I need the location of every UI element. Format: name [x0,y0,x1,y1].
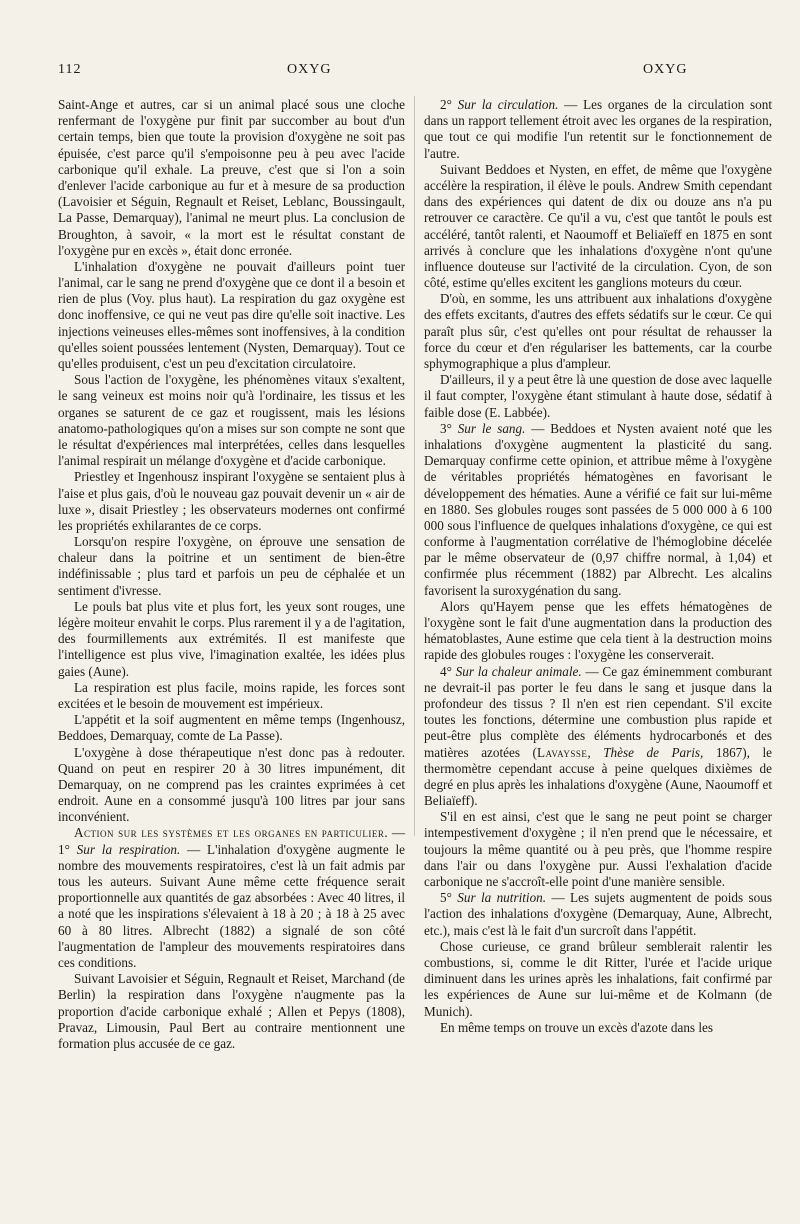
paragraph-text: — Ce gaz éminemment comburant ne devrait-il pas porter le feu dans le sang et jusque dans la profondeur des tissus ? Il n'en est rien cependant. S'il excite toutes les fonctions, détermine une combustion plus rapide et peut-être plus complète des éléments hydrocarbonés et des matières azotées ( [424,663,772,760]
paragraph: L'inhalation d'oxygène ne pouvait d'ailleurs point tuer l'animal, car le sang ne prend d'oxygène que ce dont il a besoin et rien de plus (Voy. plus haut). La respiration du gaz oxygène est donc inoffensive, ce qui ne veut pas dire qu'elle soit inactive. Les injections veineuses elles-mêmes sont inoffensives, à la condition qu'elles soient poussées lentement (Nysten, Demarquay). Tout ce qu'elles produisent, c'est un peu d'excitation circulatoire. [58,258,405,371]
section-paragraph [424,890,772,939]
header-title-left: OXYG [287,62,332,77]
paragraph: Lorsqu'on respire l'oxygène, on éprouve une sensation de chaleur dans la poitrine et un sentiment de bien-être indéfinissable ; plus tard et parfois un peu de céphalée et un sentiment d'ivresse. [58,534,405,598]
item-number: 3° [440,420,458,436]
paragraph: Sous l'action de l'oxygène, les phénomènes vitaux s'exaltent, le sang veineux est moins noir qu'à l'ordinaire, les tissus et les organes se saturent de ce gaz et rougissent, mais les lésions anatomo-pathologiques qu'on a mises sur son compte ne sont que le résultat d'expériences mal interprétées, celles dans lesquelles l'animal respirait un mélange d'oxygène et d'acide carbonique. [58,372,405,469]
page-number: 112 [58,62,82,77]
section-separator: — 1° [58,825,405,857]
paragraph: S'il en est ainsi, c'est que le sang ne peut point se charger intempestivement d'oxygène ; il n'en prend que le nécessaire, et toujours la même quantité ou à peu près, que l'homme respire dans l'air ou dans l'oxygène pur. Aussi l'exhalation d'acide carbonique ne s'accroît-elle point d'une manière sensible. [424,809,772,889]
paragraph: L'oxygène à dose thérapeutique n'est donc pas à redouter. Quand on peut en respirer 20 à 30 litres impunément, dit Demarquay, on ne comprend pas les craintes exprimées à cet endroit. Aune en a consommé jusqu'à 100 litres par jour sans inconvénient. [58,744,405,825]
section-paragraph [424,421,772,599]
subsection-title: Sur la circulation. [457,97,559,112]
paragraph-text: — Les organes de la circulation sont dans un rapport tellement étroit avec les organes de la respiration, que tout ce qui modifie l'un retentit sur le fonctionnement de l'autre. [424,97,772,161]
running-header [58,62,758,84]
section-paragraph [58,825,405,971]
paragraph: D'ailleurs, il y a peut être là une question de dose avec laquelle il faut compter, l'oxygène étant stimulant à haute dose, sédatif à faible dose (E. Labbée). [424,372,772,420]
paragraph: En même temps on trouve un excès d'azote dans les [440,1019,714,1035]
paragraph-text: 1867), le thermomètre cependant accuse à peine quelques dixièmes de degré en plus après les inhalations d'oxygène (Aune, Naoumoff et Beliaïeff). [424,744,772,809]
header-title-right: OXYG [643,62,688,77]
paragraph: Suivant Beddoes et Nysten, en effet, de même que l'oxygène accélère la respiration, il élève le pouls. Andrew Smith cependant dans des expériences qui datent de dix ou douze ans n'a pu retrouver ce caractère. Ce qu'il a vu, c'est que tantôt le pouls est accéléré, tantôt ralenti, et Naoumoff et Beliaïeff en 1875 en sont arrivés à conclure que les inhalations d'oxygène n'ont qu'une influence douteuse sur l'activité de la circulation. Cyon, de son côté, estime qu'elles excitent les ganglions moteurs du cœur. [424,161,772,291]
column-divider [414,96,415,836]
item-number: 2° [440,97,458,112]
subsection-title: Sur la chaleur animale. [455,663,582,679]
paragraph: Saint-Ange et autres, car si un animal placé sous une cloche renfermant de l'oxygène pur finit par succomber au bout d'un certain temps, bien que toute la provision d'oxygène ne soit pas épuisée, c'est parce qu'il s'empoisonne peu à peu avec l'acide carbonique qu'il exhale. La preuve, c'est que si l'on a soin d'enlever l'acide carbonique au fur et à mesure de sa production (Lavoisier et Séguin, Regnault et Reiset, Leblanc, Boussingault, La Passe, Demarquay), l'animal ne meurt plus. La conclusion de Broughton, à savoir, « la mort est le résultat constant de l'oxygène pur en excès », était donc erronée. [58,97,405,258]
left-column [58,97,405,1052]
paragraph: Le pouls bat plus vite et plus fort, les yeux sont rouges, une légère moiteur envahit le corps. Plus rarement il y a de l'agitation, des fourmillements aux extrémités. Il est manifeste que l'intelligence est plus vive, l'imagination exaltée, les idées plus gaies (Aune). [58,598,405,679]
paragraph: Priestley et Ingenhousz inspirant l'oxygène se sentaient plus à l'aise et plus gais, d'où le nouveau gaz pouvait devenir un « air de luxe », disait Priestley ; les observateurs modernes ont confirmé les propriétés exhilarantes de ce corps. [58,469,405,533]
paragraph-text: — Les sujets augmentent de poids sous l'action des inhalations d'oxygène (Demarquay, Aune, Albrecht, etc.), mais c'est là le fait d'un surcroît dans l'appétit. [424,890,772,938]
paragraph-text: — Beddoes et Nysten avaient noté que les inhalations d'oxygène augmentent la plasticité du sang. Demarquay confirme cette opinion, et attribue même à l'oxygène de véritables propriétés hématogènes en favorisant le développement des hématies. Aune a vérifié ce fait sur lui-même en 1880. Ses globules rouges sont passées de 5 000 000 à 6 100 000 sous l'influence de quelques inhalations d'oxygène, ce qui est conforme à l'augmentation corrélative de l'hémoglobine décelée par le même observateur de (0,97 chiffre normal, à 1,04) et confirmée plus récemment (1882) par Albrecht. Les alcalins favorisent la suroxygénation du sang. [424,420,773,598]
paragraph: Suivant Lavoisier et Séguin, Regnault et Reiset, Marchand (de Berlin) la respiration dans l'oxygène n'augmente pas la proportion d'acide carbonique exhalé ; Allen et Pepys (1808), Pravaz, Limousin, Paul Bert au contraire mentionnent une formation plus accusée de ce gaz. [58,971,405,1051]
right-column [424,97,772,1036]
paragraph: L'appétit et la soif augmentent en même temps (Ingenhousz, Beddoes, Demarquay, comte de La Passe). [58,712,405,744]
citation-author: Lavaysse [536,744,588,760]
paragraph-text: — L'inhalation d'oxygène augmente le nombre des mouvements respiratoires, c'est là un fait admis par tous les auteurs. Suivant Aune même cette fréquence serait proportionnelle aux quantités de gaz absorbées : Avec 40 litres, il a noté que les inspirations s'élevaient à 18 à 20 ; à 18 à 25 avec 60 à 80 litres. Albrecht (1882) a signalé de son côté l'augmentation de l'ampleur des mouvements respiratoires dans ces conditions. [58,841,406,970]
section-paragraph [424,664,772,810]
section-paragraph [424,97,772,162]
subsection-title: Sur la respiration. [76,841,181,857]
subsection-title: Sur la nutrition. [457,890,547,906]
item-number: 4° [440,663,456,679]
section-heading: Action sur les systèmes et les organes en particulier. [74,825,389,841]
subsection-title: Sur le sang. [457,420,526,436]
citation-work: , Thèse de Paris, [587,744,704,760]
paragraph: Chose curieuse, ce grand brûleur semblerait ralentir les combustions, si, comme le dit Ritter, l'urée et l'acide urique diminuent dans les urines après les inhalations, fait confirmé par les expériences de Aune sur lui-même et de Kolmann (de Munich). [424,938,772,1019]
paragraph: D'où, en somme, les uns attribuent aux inhalations d'oxygène des effets excitants, d'autres des effets sédatifs sur le cœur. Ce qui paraît plus sûr, c'est qu'elles ont pour résultat de rehausser la force du cœur et d'en régulariser les battements, car la courbe sphymographique a plus d'ampleur. [424,291,772,371]
paragraph: Alors qu'Hayem pense que les effets hématogènes de l'oxygène sont le fait d'une augmentation dans la production des hématoblastes, Aune estime que cela tient à la destruction moins rapide des globules rouges : l'oxygène les conserverait. [424,598,772,663]
item-number: 5° [440,890,458,906]
paragraph: La respiration est plus facile, moins rapide, les forces sont excitées et le besoin de mouvement est impérieux. [58,679,405,711]
